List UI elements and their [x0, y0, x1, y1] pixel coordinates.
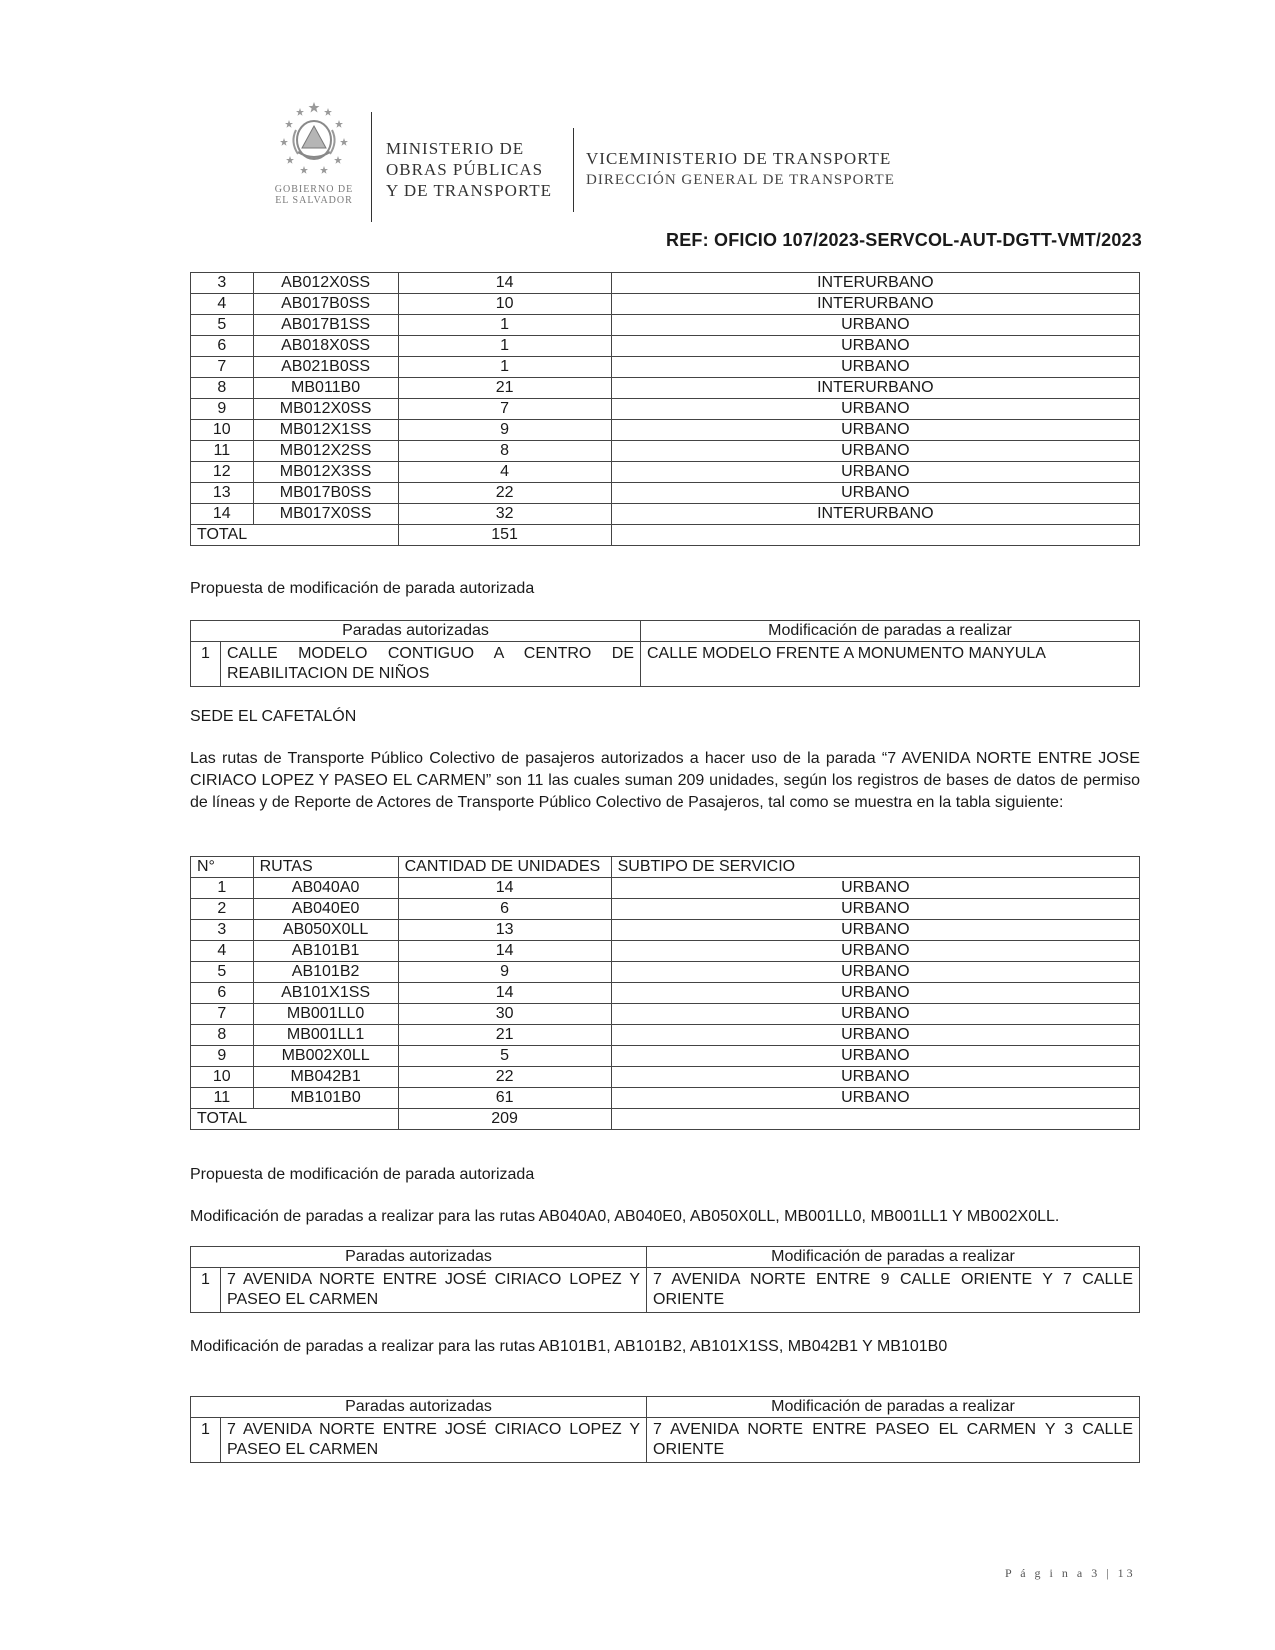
route-code: AB101B2 [253, 962, 398, 983]
service-subtype: URBANO [611, 357, 1139, 378]
unit-count: 30 [398, 1004, 611, 1025]
total-value: 151 [398, 525, 611, 546]
table-row [191, 483, 1140, 504]
route-code: MB012X0SS [253, 399, 398, 420]
table-row [191, 920, 1140, 941]
service-subtype: URBANO [611, 899, 1139, 920]
row-number: 6 [191, 336, 254, 357]
route-code: MB017B0SS [253, 483, 398, 504]
col-header-routes: RUTAS [253, 857, 398, 878]
route-code: MB001LL0 [253, 1004, 398, 1025]
stop-number: 1 [191, 642, 221, 687]
table-row [191, 1046, 1140, 1067]
header-divider-1 [371, 112, 372, 222]
service-subtype: URBANO [611, 1004, 1139, 1025]
header-divider-2 [573, 128, 574, 212]
route-code: AB040A0 [253, 878, 398, 899]
row-number: 7 [191, 1004, 254, 1025]
route-code: MB012X2SS [253, 441, 398, 462]
service-subtype: URBANO [611, 1067, 1139, 1088]
proposal-2-title: Propuesta de modificación de parada autorizada [190, 1166, 535, 1183]
table-row [191, 1088, 1140, 1109]
gov-label [272, 184, 356, 206]
stop-number: 1 [191, 1418, 221, 1463]
proposal-2-subtitle-b: Modificación de paradas a realizar para las rutas AB101B1, AB101B2, AB101X1SS, MB042B1 Y MB101B0 [190, 1338, 948, 1355]
col-header-number: N° [191, 857, 254, 878]
total-label: TOTAL [191, 1109, 254, 1130]
unit-count: 22 [398, 483, 611, 504]
unit-count: 22 [398, 1067, 611, 1088]
vice-line-1: VICEMINISTERIO DE TRANSPORTE [586, 149, 892, 168]
row-number: 3 [191, 920, 254, 941]
table-row [191, 941, 1140, 962]
table-row [191, 962, 1140, 983]
total-spacer [253, 525, 398, 546]
table-row [191, 878, 1140, 899]
section-paragraph: Las rutas de Transporte Público Colectivo de pasajeros autorizados a hacer uso de la parada “7 AVENIDA NORTE ENTRE JOSE CIRIACO LOPEZ Y PASEO EL CARMEN” son 11 las cuales suman 209 unidades, según los registros de bases de datos de permiso de líneas y de Reporte de Actores de Transporte Público Colectivo de Pasajeros, tal como se muestra en la tabla siguiente: [190, 750, 1140, 811]
table-row [191, 378, 1140, 399]
gov-label-line-2: EL SALVADOR [275, 195, 353, 206]
gov-label-line-1: GOBIERNO DE [274, 184, 354, 195]
route-code: MB101B0 [253, 1088, 398, 1109]
route-code: MB012X3SS [253, 462, 398, 483]
row-number: 2 [191, 899, 254, 920]
col-header-units: CANTIDAD DE UNIDADES [398, 857, 611, 878]
row-number: 1 [191, 878, 254, 899]
routes-table-2 [190, 856, 1140, 1130]
stops-table-2 [190, 1246, 1140, 1313]
row-number: 9 [191, 1046, 254, 1067]
service-subtype: INTERURBANO [611, 504, 1139, 525]
service-subtype: URBANO [611, 1046, 1139, 1067]
authorized-stop: 7 AVENIDA NORTE ENTRE JOSÉ CIRIACO LOPEZ Y PASEO EL CARMEN [221, 1268, 647, 1313]
table-row [191, 983, 1140, 1004]
stops-table-1 [190, 620, 1140, 687]
route-code: AB101B1 [253, 941, 398, 962]
route-code: AB017B0SS [253, 294, 398, 315]
modified-stop: 7 AVENIDA NORTE ENTRE PASEO EL CARMEN Y 3 CALLE ORIENTE [647, 1418, 1140, 1463]
service-subtype: INTERURBANO [611, 294, 1139, 315]
routes-table-2-body [191, 878, 1140, 1130]
row-number: 5 [191, 315, 254, 336]
routes-table-1 [190, 272, 1140, 546]
service-subtype: URBANO [611, 1025, 1139, 1046]
proposal-2-subtitle-a: Modificación de paradas a realizar para las rutas AB040A0, AB040E0, AB050X0LL, MB001LL0, MB001LL1 Y MB002X0LL. [190, 1208, 1060, 1225]
unit-count: 9 [398, 962, 611, 983]
stops-table-1-col-modification: Modificación de paradas a realizar [641, 621, 1140, 642]
route-code: AB018X0SS [253, 336, 398, 357]
section-title: SEDE EL CAFETALÓN [190, 708, 357, 725]
row-number: 10 [191, 1067, 254, 1088]
unit-count: 8 [398, 441, 611, 462]
service-subtype: URBANO [611, 420, 1139, 441]
service-subtype: URBANO [611, 878, 1139, 899]
service-subtype: URBANO [611, 336, 1139, 357]
col-header-service-subtype: SUBTIPO DE SERVICIO [611, 857, 1139, 878]
table-row [191, 399, 1140, 420]
service-subtype: URBANO [611, 399, 1139, 420]
row-number: 8 [191, 378, 254, 399]
row-number: 13 [191, 483, 254, 504]
table-row [191, 273, 1140, 294]
route-code: MB017X0SS [253, 504, 398, 525]
route-code: MB042B1 [253, 1067, 398, 1088]
unit-count: 14 [398, 983, 611, 1004]
service-subtype: URBANO [611, 962, 1139, 983]
row-number: 4 [191, 294, 254, 315]
route-code: MB012X1SS [253, 420, 398, 441]
unit-count: 13 [398, 920, 611, 941]
unit-count: 21 [398, 1025, 611, 1046]
unit-count: 1 [398, 315, 611, 336]
row-number: 11 [191, 441, 254, 462]
table-row [191, 642, 1140, 687]
row-number: 10 [191, 420, 254, 441]
total-row [191, 525, 1140, 546]
row-number: 9 [191, 399, 254, 420]
vice-line-2: DIRECCIÓN GENERAL DE TRANSPORTE [586, 172, 895, 188]
service-subtype: URBANO [611, 441, 1139, 462]
stops-table-1-col-authorized: Paradas autorizadas [191, 621, 641, 642]
total-empty [611, 525, 1139, 546]
table-row [191, 420, 1140, 441]
route-code: AB040E0 [253, 899, 398, 920]
row-number: 7 [191, 357, 254, 378]
reference-number: REF: OFICIO 107/2023-SERVCOL-AUT-DGTT-VMT/2023 [666, 230, 1142, 250]
ministry-line-2: OBRAS PÚBLICAS [386, 160, 544, 179]
total-spacer [253, 1109, 398, 1130]
government-seal [272, 100, 356, 218]
table-row [191, 1268, 1140, 1313]
ministry-name [386, 138, 552, 201]
unit-count: 7 [398, 399, 611, 420]
stops-table-2-col-modification: Modificación de paradas a realizar [647, 1247, 1140, 1268]
table-row [191, 899, 1140, 920]
route-code: AB017B1SS [253, 315, 398, 336]
route-code: MB002X0LL [253, 1046, 398, 1067]
service-subtype: URBANO [611, 1088, 1139, 1109]
route-code: AB021B0SS [253, 357, 398, 378]
table-row [191, 315, 1140, 336]
stops-table-2-col-authorized: Paradas autorizadas [191, 1247, 647, 1268]
unit-count: 1 [398, 357, 611, 378]
route-code: AB050X0LL [253, 920, 398, 941]
service-subtype: URBANO [611, 920, 1139, 941]
unit-count: 6 [398, 899, 611, 920]
row-number: 6 [191, 983, 254, 1004]
row-number: 3 [191, 273, 254, 294]
service-subtype: URBANO [611, 462, 1139, 483]
total-label: TOTAL [191, 525, 254, 546]
table-row [191, 357, 1140, 378]
route-code: MB001LL1 [253, 1025, 398, 1046]
stops-table-3-col-modification: Modificación de paradas a realizar [647, 1397, 1140, 1418]
table-row [191, 336, 1140, 357]
stop-number: 1 [191, 1268, 221, 1313]
vice-ministry-name [586, 148, 895, 190]
stops-table-3-col-authorized: Paradas autorizadas [191, 1397, 647, 1418]
table-row [191, 1418, 1140, 1463]
row-number: 8 [191, 1025, 254, 1046]
row-number: 11 [191, 1088, 254, 1109]
service-subtype: INTERURBANO [611, 378, 1139, 399]
ministry-line-1: MINISTERIO DE [386, 139, 525, 158]
table-row [191, 462, 1140, 483]
unit-count: 14 [398, 273, 611, 294]
total-value: 209 [398, 1109, 611, 1130]
table-row [191, 1004, 1140, 1025]
authorized-stop: CALLE MODELO CONTIGUO A CENTRO DE REABILITACION DE NIÑOS [221, 642, 641, 687]
table-row [191, 294, 1140, 315]
table-row [191, 504, 1140, 525]
service-subtype: URBANO [611, 483, 1139, 504]
row-number: 5 [191, 962, 254, 983]
coat-of-arms-icon [276, 100, 352, 182]
unit-count: 9 [398, 420, 611, 441]
service-subtype: URBANO [611, 941, 1139, 962]
route-code: MB011B0 [253, 378, 398, 399]
authorized-stop: 7 AVENIDA NORTE ENTRE JOSÉ CIRIACO LOPEZ Y PASEO EL CARMEN [221, 1418, 647, 1463]
unit-count: 14 [398, 941, 611, 962]
routes-table-1-body [191, 273, 1140, 546]
stops-table-3 [190, 1396, 1140, 1463]
unit-count: 10 [398, 294, 611, 315]
unit-count: 4 [398, 462, 611, 483]
unit-count: 61 [398, 1088, 611, 1109]
unit-count: 32 [398, 504, 611, 525]
total-empty [611, 1109, 1139, 1130]
service-subtype: INTERURBANO [611, 273, 1139, 294]
row-number: 4 [191, 941, 254, 962]
modified-stop: 7 AVENIDA NORTE ENTRE 9 CALLE ORIENTE Y 7 CALLE ORIENTE [647, 1268, 1140, 1313]
page-number: P á g i n a 3 | 13 [1005, 1566, 1136, 1580]
row-number: 12 [191, 462, 254, 483]
modified-stop: CALLE MODELO FRENTE A MONUMENTO MANYULA [641, 642, 1140, 687]
table-row [191, 441, 1140, 462]
ministry-line-3: Y DE TRANSPORTE [386, 181, 553, 200]
unit-count: 5 [398, 1046, 611, 1067]
route-code: AB012X0SS [253, 273, 398, 294]
unit-count: 21 [398, 378, 611, 399]
route-code: AB101X1SS [253, 983, 398, 1004]
proposal-1-title: Propuesta de modificación de parada autorizada [190, 580, 535, 597]
total-row [191, 1109, 1140, 1130]
table-row [191, 1067, 1140, 1088]
service-subtype: URBANO [611, 983, 1139, 1004]
unit-count: 1 [398, 336, 611, 357]
table-row [191, 1025, 1140, 1046]
row-number: 14 [191, 504, 254, 525]
unit-count: 14 [398, 878, 611, 899]
service-subtype: URBANO [611, 315, 1139, 336]
